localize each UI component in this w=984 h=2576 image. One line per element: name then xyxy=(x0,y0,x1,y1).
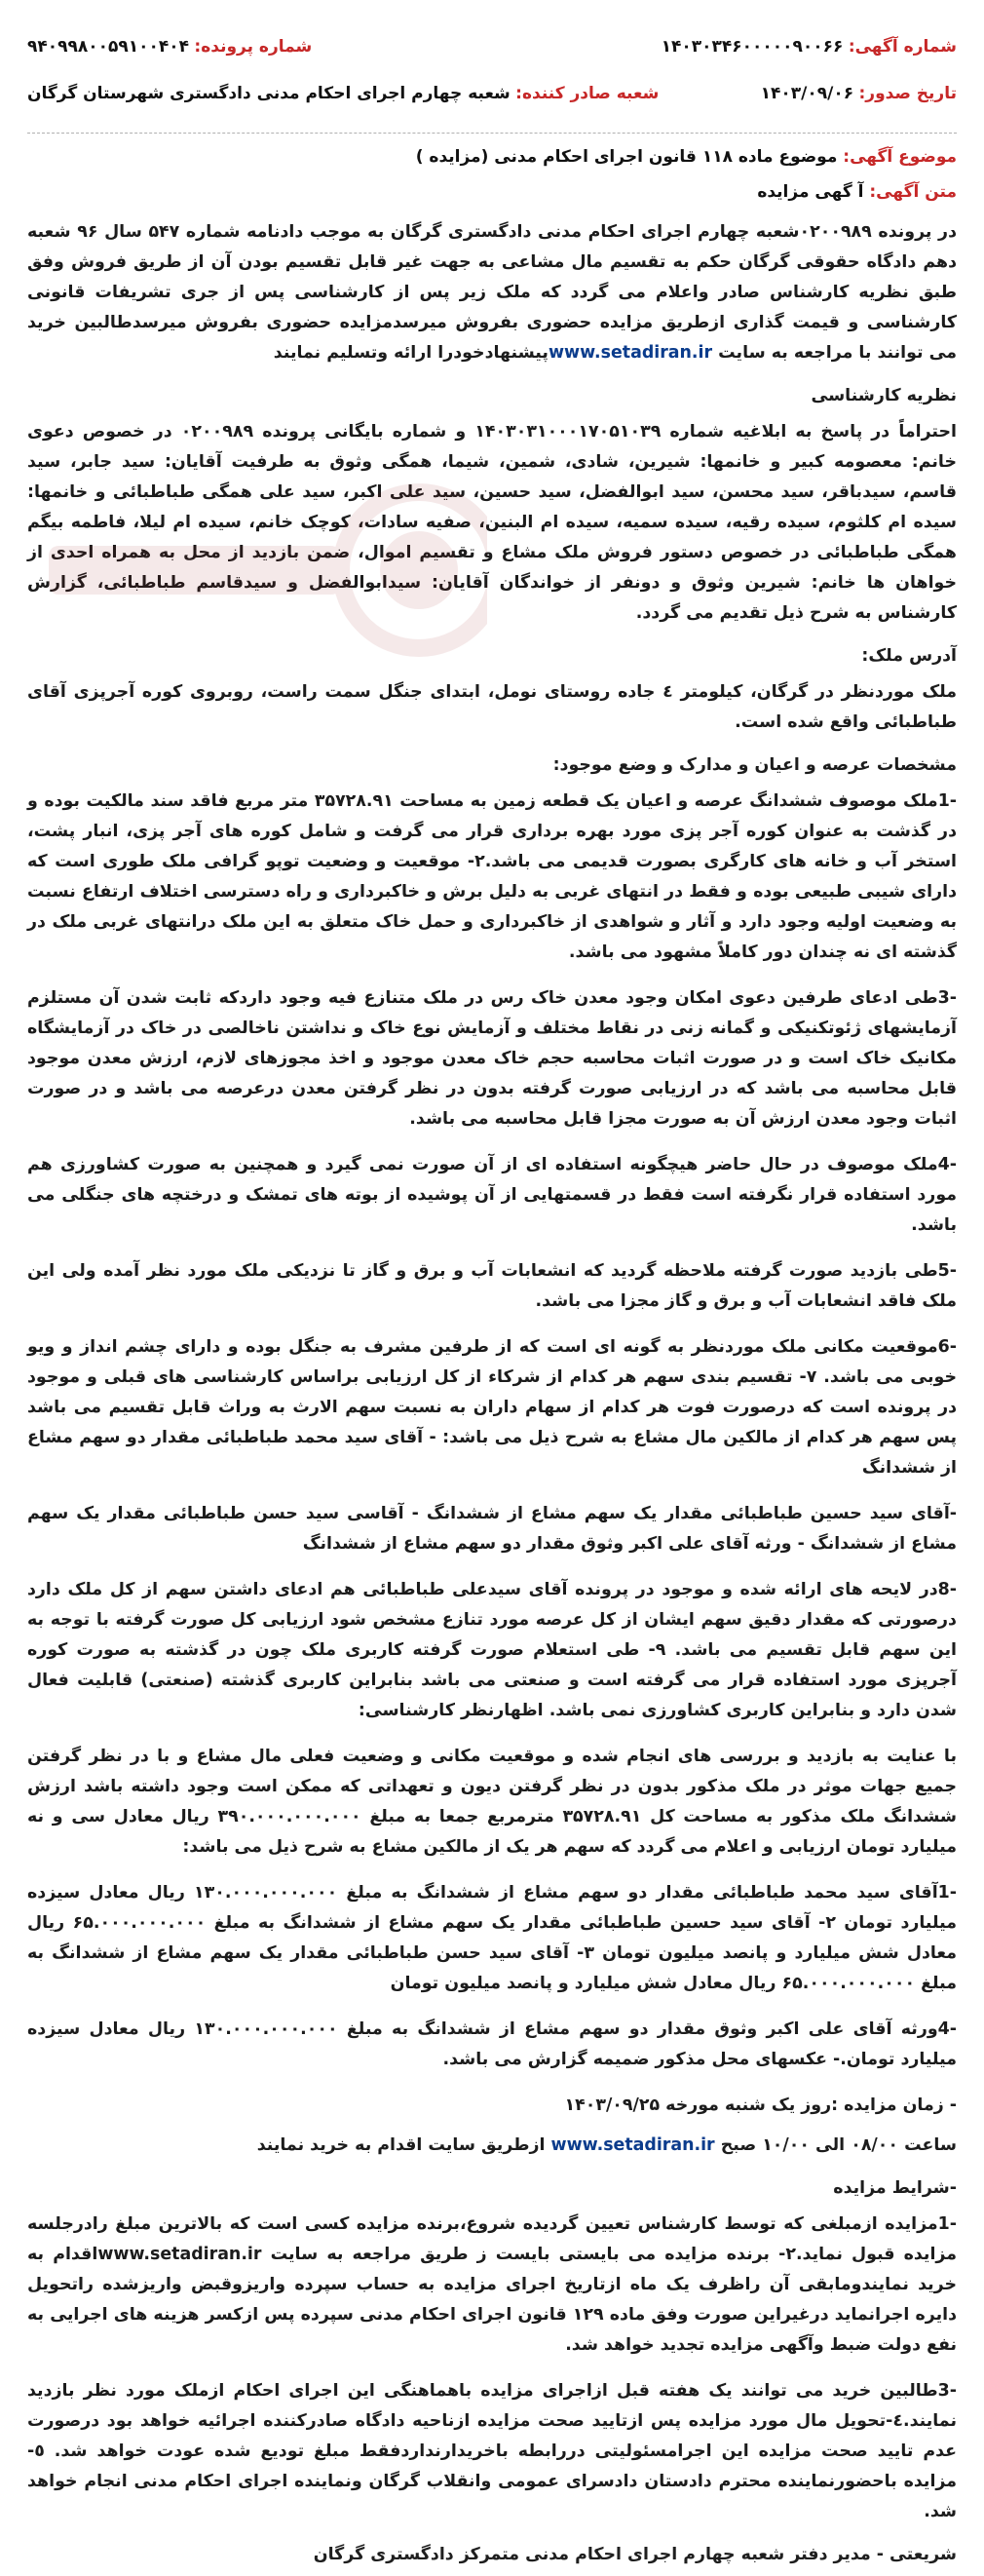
header-row-1 xyxy=(27,29,957,76)
ad-number xyxy=(662,37,957,57)
valuation-summary: با عنایت به بازدید و بررسی های انجام شده و موقعیت مکانی و وضعیت فعلی مال مشاع و با در نظر گرفتن جمیع جهات موثر در ملک مذکور بدون در نظر گرفتن دیون و تعهداتی که ممکن است وجود داشته باشد ارزش ششدانگ ملک مذکور به مساحت کل ۳۵۷۲۸.۹۱ مترمربع جمعا به مبلغ ۳۹۰.۰۰۰.۰۰۰.۰۰۰ ریال معادل سی و نه میلیارد تومان ارزیابی و اعلام می گردد که سهم هر یک از مالکین مشاع به شرح ذیل می باشد: xyxy=(27,1747,957,1857)
issuing-branch xyxy=(27,84,659,103)
expert-opinion-text: احتراماً در پاسخ به ابلاغیه شماره ۱۴۰۳۰۳۱۰۰۰۱۷۰۵۱۰۳۹ و شماره بایگانی پرونده ۰۲۰۰۹۸۹ در خصوص دعوی خانم: معصومه کبیر و خانمها: شیرین، شادی، شمین، شیما، همگی وثوق به طرفیت آقایان: سید جابر، سید قاسم، سیدباقر، سید محسن، سید ابوالفضل، سید حسین، سید علی اکبر، سید علی همگی طباطبائی و خانمها: سیده ام کلثوم، سیده رقیه، سیده سمیه، سیده ام البنین، صفیه سادات، کوچک خانم، سیده ام لیلا، فاطمه بیگم همگی طباطبائی در خصوص دستور فروش ملک مشاع و تقسیم اموال، ضمن بازدید از محل به همراه احدی از خواهان ها خانم: شیرین وثوق و دونفر از خواندگان آقایان: سیدابوالفضل و سیدقاسم طباطبائی، گزارش کارشناس به شرح ذیل تقدیم می گردد. xyxy=(27,422,957,623)
issuing-branch-label: شعبه صادر کننده: xyxy=(515,84,660,103)
spec-item: -4ملک موصوف در حال حاضر هیچگونه استفاده ای از آن صورت نمی گیرد و همچنین به صورت کشاورزی هم مورد استفاده قرار نگرفته است فقط در قسمتهایی از آن پوشیده از بوته های تمشک و درختچه های جنگلی می باشد. xyxy=(27,1155,957,1235)
share-values: -1آقای سید محمد طباطبائی مقدار دو سهم مشاع از ششدانگ به مبلغ ۱۳۰.۰۰۰.۰۰۰.۰۰۰ ریال معادل سیزده میلیارد تومان ۲- آقای سید حسین طباطبائی مقدار یک سهم مشاع از ششدانگ به مبلغ ۶۵.۰۰۰.۰۰۰.۰۰۰ ریال معادل شش میلیارد و پانصد میلیون تومان ۳- آقای سید حسن طباطبائی مقدار یک سهم مشاع از ششدانگ به مبلغ ۶۵.۰۰۰.۰۰۰.۰۰۰ ریال معادل شش میلیارد و پانصد میلیون تومان xyxy=(27,1883,957,1993)
signature-line: شریعتی - مدیر دفتر شعبه چهارم اجرای احکام مدنی متمرکز دادگستری گرگان xyxy=(313,2545,957,2564)
auction-date: - زمان مزایده :روز یک شنبه مورخه ۱۴۰۳/۰۹/۲۵ xyxy=(564,2095,957,2115)
case-number xyxy=(27,37,312,57)
intro-paragraph xyxy=(27,217,957,368)
case-number-label: شماره پرونده: xyxy=(194,37,313,57)
spec-item: -1ملک موصوف ششدانگ عرصه و اعیان یک قطعه زمین به مساحت ۳۵۷۲۸.۹۱ متر مربع فاقد سند مالکیت بوده و در گذشت به عنوان کوره آجر پزی مورد بهره برداری قرار می گرفت و شامل کوره های آجر پزی، انبار پشت، استخر آب و خانه های کارگری بصورت قدیمی می باشد.۲- موقعیت و وضعیت توپو گرافی ملک طوری است که دارای شیبی طبیعی بوده و فقط در انتهای غربی به دلیل برش و خاکبرداری و راه دسترسی اختلاف ارتفاع نسبت به وضعیت اولیه وجود دارد و آثار و شواهدی از خاکبرداری و حمل خاک متعلق به این ملک درانتهای غربی ملک در گذشته ای نه چندان دور کاملاً مشهود می باشد. xyxy=(27,791,958,962)
body-title: آ گهی مزایده xyxy=(757,182,864,202)
spec-item: -آقای سید حسین طباطبائی مقدار یک سهم مشاع از ششدانگ - آقاسی سید حسن طباطبائی مقدار یک سهم مشاع از ششدانگ - ورثه آقای علی اکبر وثوق مقدار دو سهم مشاع از ششدانگ xyxy=(27,1504,957,1554)
subject-value: موضوع ماده ۱۱۸ قانون اجرای احکام مدنی (مزایده ) xyxy=(415,147,838,167)
body-label: متن آگهی: xyxy=(869,182,957,202)
auction-hours-suffix: ازطریق سایت اقدام به خرید نمایند xyxy=(256,2135,551,2155)
ad-number-value: ۱۴۰۳۰۳۴۶۰۰۰۰۰۹۰۰۶۶ xyxy=(661,37,844,57)
case-number-value: ۹۴۰۹۹۸۰۰۵۹۱۰۰۴۰۴ xyxy=(27,37,190,57)
expert-opinion-title: نظریه کارشناسی xyxy=(811,386,957,405)
header-divider xyxy=(27,133,957,134)
address-text: ملک موردنظر در گرگان، کیلومتر ٤ جاده روستای نومل، ابتدای جنگل سمت راست، روبروی کوره آجرپزی آقای طباطبائی واقع شده است. xyxy=(27,682,957,732)
spec-item: -6موقعیت مکانی ملک موردنظر به گونه ای است که از طرفین مشرف به جنگل بوده و دارای چشم انداز و ویو خوبی می باشد. ۷- تقسیم بندی سهم هر کدام از شرکاء از کل ارزیابی براساس کارشناسی های قبلی و موجود در پرونده است که درصورت فوت هر کدام از سهام داران به نسبت سهم الارث به وراث قابل تقسیم می باشد پس سهم هر کدام از مالکین مال مشاع به شرح ذیل می باشد: - آقای سید محمد طباطبائی مقدار دو سهم مشاع از ششدانگ xyxy=(27,1337,957,1478)
condition-item: -1مزایده ازمبلغی که توسط کارشناس تعیین گردیده شروع،برنده مزایده کسی است که بالاترین مبلغ رادرجلسه مزایده قبول نماید.۲- برنده مزایده می بایستی بایست ز طریق مراجعه به سایت www.setadiran.irاقدام به خرید نمایندومابقی آن راظرف یک ماه ازتاریخ اجرای مزایده به حساب سپرده واریزوقبض واریزشده راتحویل دایره اجرانماید درغیراین صورت وفق ماده ۱۲۹ قانون اجرای احکام مدنی سپرده پس ازکسر هزینه های اجرایی به نفع دولت ضبط وآگهی مزایده تجدید خواهد شد. xyxy=(27,2214,957,2355)
body-title-line xyxy=(27,182,957,202)
intro-tail: پیشنهادخودرا ارائه وتسلیم نمایند xyxy=(273,343,549,363)
conditions-title: -شرایط مزایده xyxy=(833,2178,957,2198)
subject-label: موضوع آگهی: xyxy=(843,147,957,167)
spec-item: -8در لایحه های ارائه شده و موجود در پرونده آقای سیدعلی طباطبائی هم ادعای داشتن سهم از کل ملک دارد درصورتی که مقدار دقیق سهم ایشان از کل عرصه مورد تنازع مشخص شود ارزیابی کل صورت گرفته با توجه به این سهم قابل تقسیم می باشد. ۹- طی استعلام صورت گرفته کاربری ملک چون در گذشته به صورت کوره آجرپزی مورد استفاده قرار می گرفته است و صنعتی می باشد بنابراین کاربری گذشته (صنعتی) قابلیت فعال شدن دارد و بنابراین کاربری کشاورزی نمی باشد. اظهارنظر کارشناسی: xyxy=(27,1580,957,1720)
issue-date-label: تاریخ صدور: xyxy=(858,84,957,103)
header-row-2 xyxy=(27,76,957,123)
condition-item: -3طالبین خرید می توانند یک هفته قبل ازاجرای مزایده باهماهنگی این اجرای احکام ازملک مورد نظر بازدید نمایند.٤-تحویل مال مورد مزایده پس ازتایید صحت مزایده ازناحیه دادگاه صادرکننده اجرائیه خواهد بود درصورت عدم تایید صحت مزایده این اجرامسئولیتی دررابطه باخریدارنداردفقط مبلغ تودیع شده عودت خواهد شد. ٥- مزایده باحضورنماینده محترم دادستان دادسرای عمومی وانقلاب گرگان ونماینده اجرای احکام مدنی انجام خواهد شد. xyxy=(27,2381,957,2521)
specs-title: مشخصات عرصه و اعیان و مدارک و وضع موجود: xyxy=(552,755,957,775)
spec-item: -3طی ادعای طرفین دعوی امکان وجود معدن خاک رس در ملک متنازع فیه وجود داردکه ثابت شدن آن مستلزم آزمایشهای ژئوتکنیکی و گمانه زنی در نقاط مختلف و آزمایش نوع خاک و نداشتن ناخالصی در خاک در آزمایشگاه مکانیک خاک است و در صورت اثبات محاسبه حجم خاک معدن موجود و اخذ مجوزهای لازم، ارزش معدن موجود قابل محاسبه می باشد که در ارزیابی صورت گرفته بدون در نظر گرفتن معدن درعرصه می باشد و در صورت اثبات وجود معدن ارزش آن به صورت مجزا قابل محاسبه می باشد. xyxy=(27,988,957,1129)
spec-item: -5طی بازدید صورت گرفته ملاحظه گردید که انشعابات آب و برق و گاز تا نزدیکی ملک مورد نظر آمده ولی این ملک فاقد انشعابات آب و برق و گاز مجزا می باشد. xyxy=(27,1261,957,1311)
auction-hours-prefix: ساعت ۰۸/۰۰ الی ۱۰/۰۰ صبح xyxy=(714,2135,957,2155)
intro-text: در پرونده ۰۲۰۰۹۸۹شعبه چهارم اجرای احکام مدنی دادگستری گرگان به موجب دادنامه شماره ۵۴۷ سال ۹۶ شعبه دهم دادگاه حقوقی گرگان حکم به تقسیم مال مشاعی به جهت غیر قابل تقسیم بودن آن از طریق فروش وفق طبق نظریه کارشناس صادر واعلام می گردد که ملک زیر پس از کارشناسی پس از جری تشریفات قانونی کارشناسی و قیمت گذاری ازطریق مزایده حضوری بفروش میرسدمزایده حضوری بفروش میرسدطالبین خرید می توانند با مراجعه به سایت xyxy=(27,222,957,363)
setadiran-link[interactable]: www.setadiran.ir xyxy=(548,343,713,363)
address-title: آدرس ملک: xyxy=(861,646,957,666)
issuing-branch-value: شعبه چهارم اجرای احکام مدنی دادگستری شهرستان گرگان xyxy=(27,84,511,103)
share-values-heirs: -4ورثه آقای علی اکبر وثوق مقدار دو سهم مشاع از ششدانگ به مبلغ ۱۳۰.۰۰۰.۰۰۰.۰۰۰ ریال معادل سیزده میلیارد تومان.- عکسهای محل مذکور ضمیمه گزارش می باشد. xyxy=(27,2019,957,2069)
issue-date-value: ۱۴۰۳/۰۹/۰۶ xyxy=(760,84,854,103)
issue-date xyxy=(761,84,957,103)
subject-line xyxy=(27,147,957,167)
setadiran-link-2[interactable]: www.setadiran.ir xyxy=(550,2135,715,2155)
ad-number-label: شماره آگهی: xyxy=(848,37,957,57)
auction-hours xyxy=(27,2131,957,2161)
